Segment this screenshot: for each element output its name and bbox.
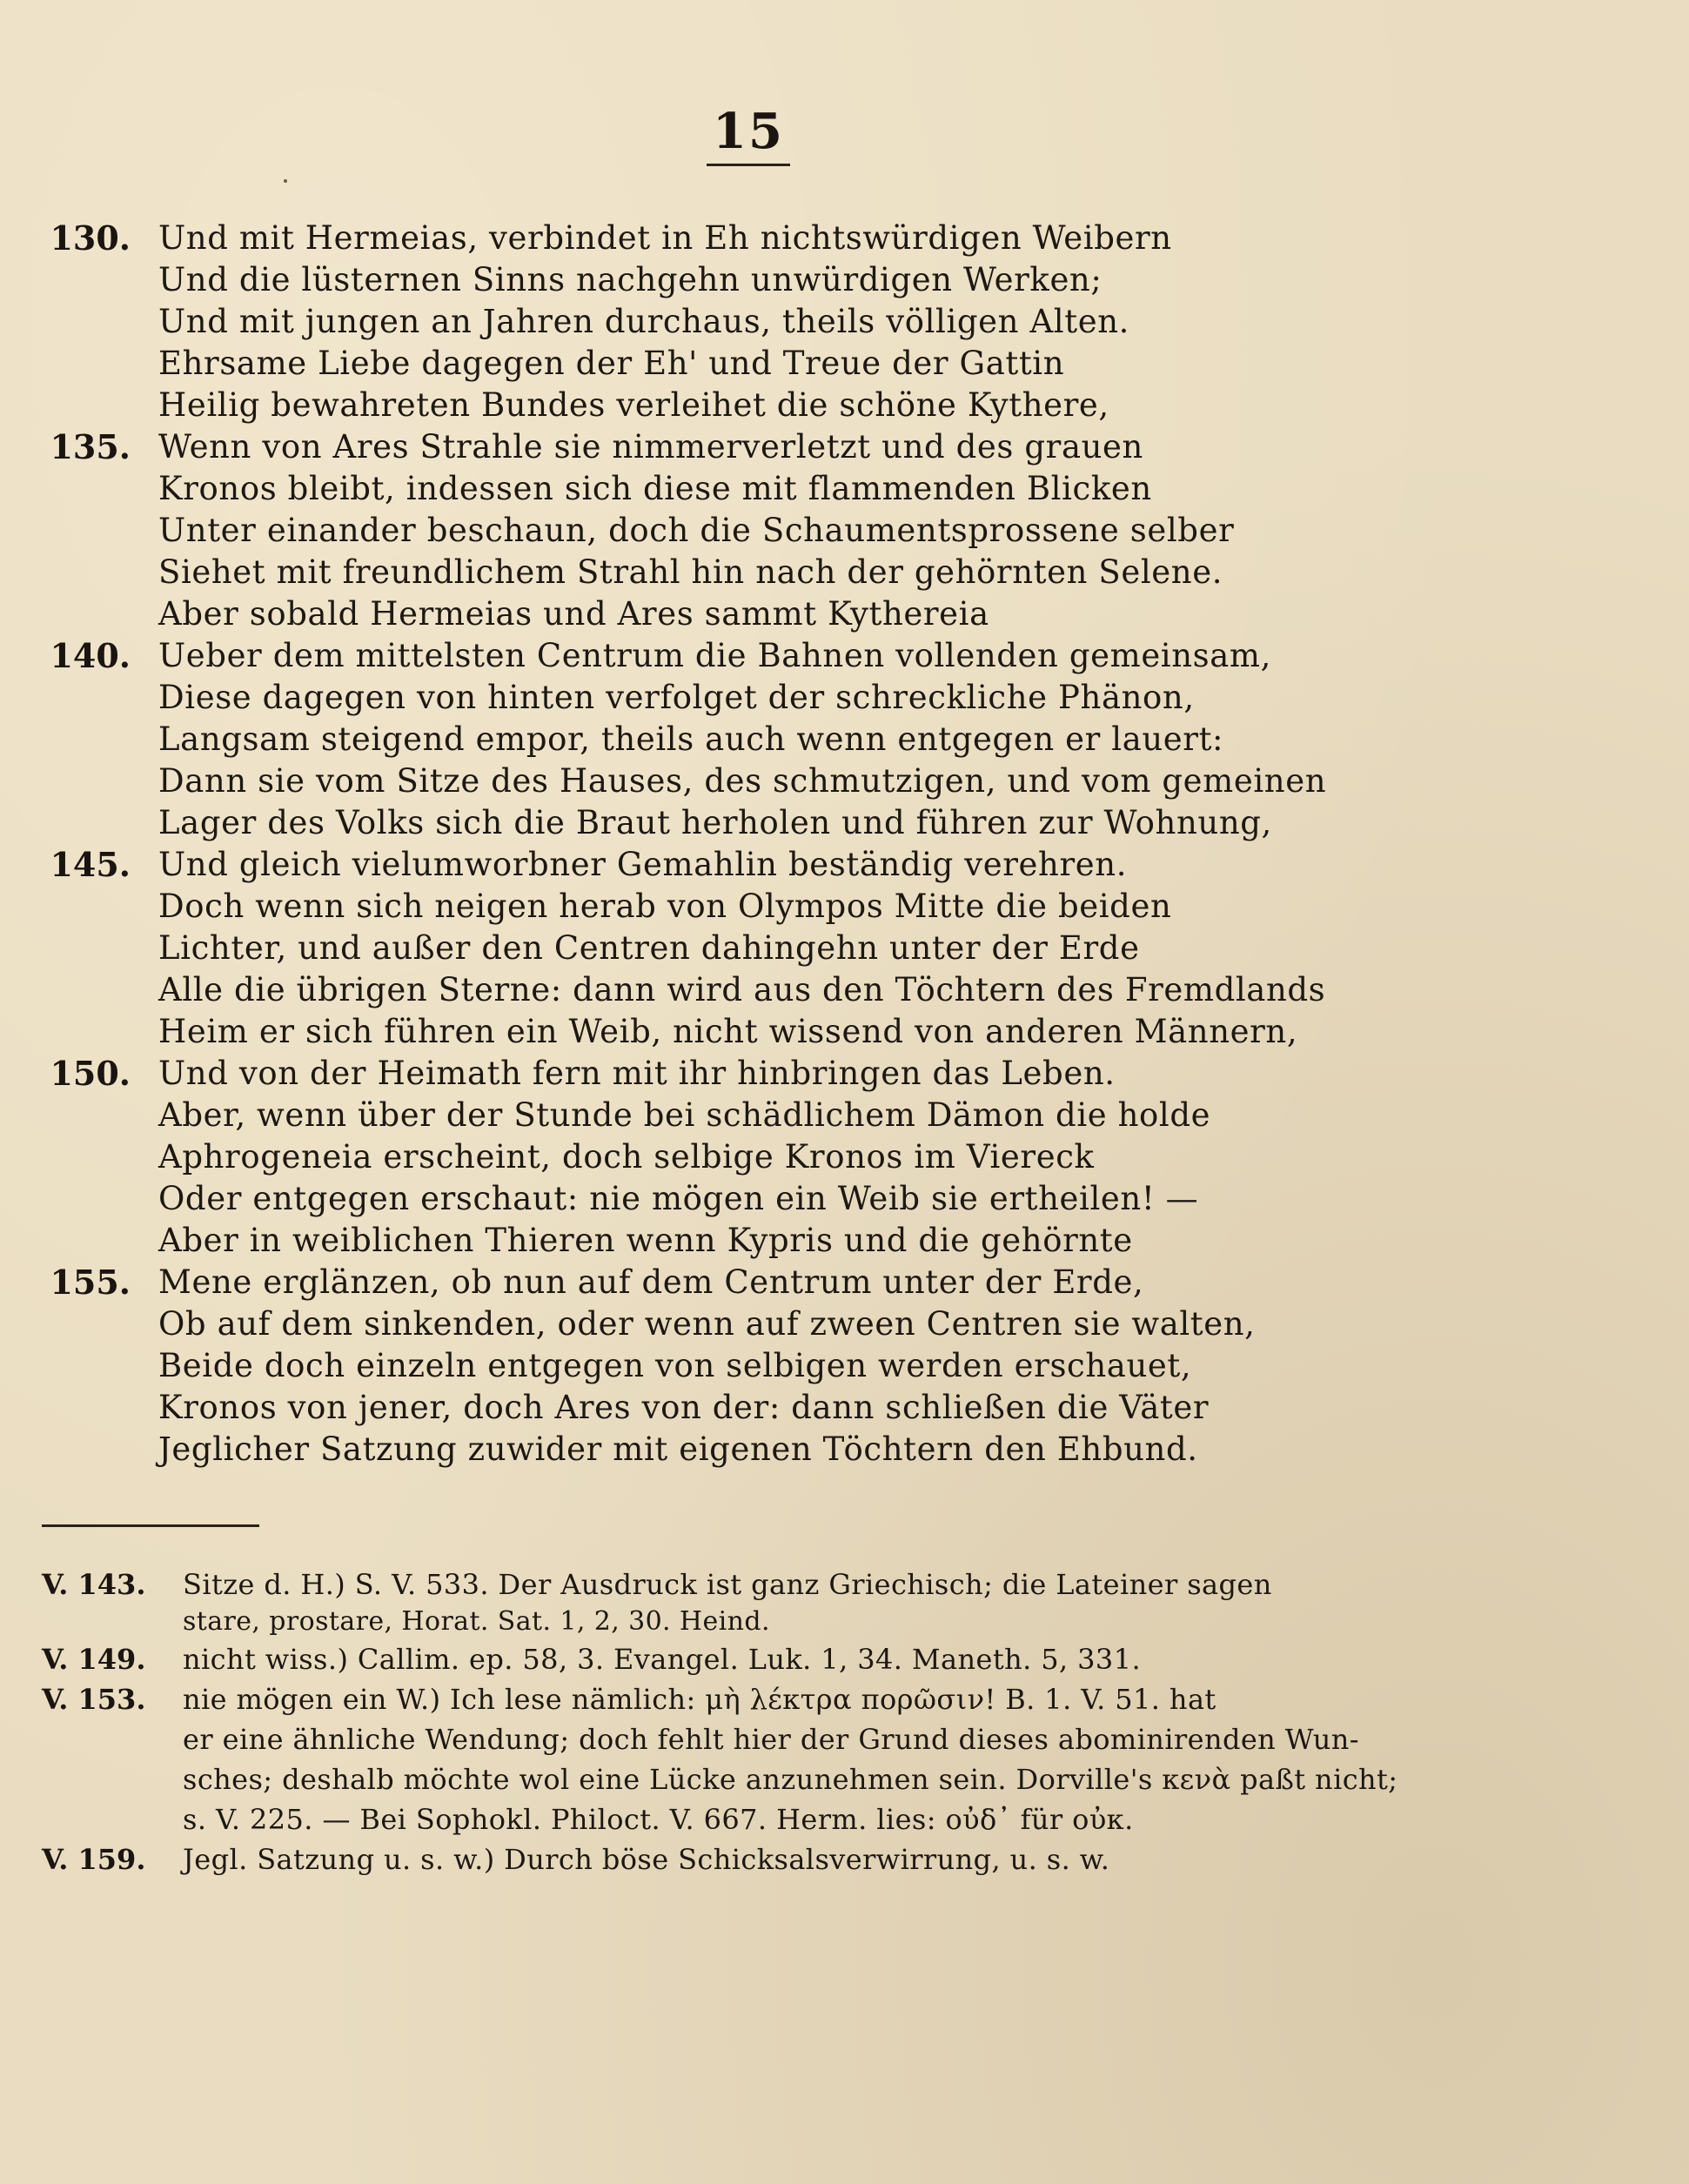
verse-line [0,218,1689,259]
footnote-text: er eine ähnliche Wendung; doch fehlt hier der Grund dieses abominirenden Wun- [183,1723,1359,1756]
verse-line [0,1011,1689,1053]
footnote-line [0,1639,1689,1679]
verse-text: Mene erglänzen, ob nun auf dem Centrum unter der Erde, [158,1263,1144,1301]
verse-line [0,593,1689,635]
verse-line [0,385,1689,426]
verse-text: Diese dagegen von hinten verfolget der schreckliche Phänon, [158,679,1195,716]
verse-text: Wenn von Ares Strahle sie nimmerverletzt und des grauen [158,428,1143,466]
verse-line [0,1387,1689,1429]
verse-text: Kronos bleibt, indessen sich diese mit flammenden Blicken [158,470,1152,507]
verse-text: Heim er sich führen ein Weib, nicht wissend von anderen Männern, [158,1013,1298,1050]
verse-number: 135. [50,427,131,466]
footnote-line [0,1719,1689,1759]
verse-number: 140. [50,636,131,675]
verse-text: Heilig bewahreten Bundes verleihet die schöne Kythere, [158,386,1109,424]
footnote-line [0,1759,1689,1799]
verse-line [0,301,1689,343]
verse-line [0,969,1689,1011]
verse-line [0,1136,1689,1178]
verse-number: 155. [50,1263,131,1302]
verse-line [0,426,1689,468]
verse-line [0,468,1689,510]
footnote-reference: V. 153. [42,1683,146,1716]
footnote-line [0,1799,1689,1839]
verse-line [0,1345,1689,1387]
footnote-text: Jegl. Satzung u. s. w.) Durch böse Schicksalsverwirrung, u. s. w. [183,1843,1110,1876]
verse-number: 150. [50,1054,131,1093]
footnote-reference: V. 149. [42,1643,146,1676]
page-number-rule [707,164,790,166]
footnote-text: nie mögen ein W.) Ich lese nämlich: μὴ λέκτρα πορῶσιν! B. 1. V. 51. hat [183,1683,1216,1716]
verse-line [0,259,1689,301]
verse-text: Beide doch einzeln entgegen von selbigen werden erschauet, [158,1347,1192,1384]
verse-text: Kronos von jener, doch Ares von der: dann schließen die Väter [158,1389,1210,1426]
verse-text: Lichter, und außer den Centren dahingehn unter der Erde [158,929,1140,967]
footnote-text: sches; deshalb möchte wol eine Lücke anzunehmen sein. Dorville's κενὰ paßt nicht; [183,1763,1398,1796]
verse-line [0,760,1689,802]
verse-text: Jeglicher Satzung zuwider mit eigenen Töchtern den Ehbund. [158,1430,1198,1468]
page-number: 15 [713,103,784,160]
verse-line [0,1262,1689,1303]
verse-text: Doch wenn sich neigen herab von Olympos Mitte die beiden [158,888,1172,925]
verse-line [0,1303,1689,1345]
footnote-text: s. V. 225. — Bei Sophokl. Philoct. V. 667. Herm. lies: οὐδ᾽ für οὐκ. [183,1803,1134,1836]
verse-line [0,844,1689,886]
verse-line [0,802,1689,844]
verse-text: Aber, wenn über der Stunde bei schädlichem Dämon die holde [158,1096,1211,1134]
verse-text: Aber sobald Hermeias und Ares sammt Kythereia [158,595,989,633]
paper-speck [284,179,287,183]
footnote-text: Sitze d. H.) S. V. 533. Der Ausdruck ist ganz Griechisch; die Lateiner sagen [183,1568,1272,1601]
verse-text: Lager des Volks sich die Braut herholen und führen zur Wohnung, [158,804,1272,841]
verse-line [0,343,1689,385]
footnote-line [0,1605,1689,1639]
verse-line [0,1053,1689,1095]
verse-text: Ob auf dem sinkenden, oder wenn auf zween Centren sie walten, [158,1305,1256,1343]
verse-text: Dann sie vom Sitze des Hauses, des schmutzigen, und vom gemeinen [158,762,1327,800]
verse-line [0,719,1689,760]
footnotes-block [0,1564,1689,1879]
footnote-reference: V. 143. [42,1568,146,1601]
verse-text: Ehrsame Liebe dagegen der Eh' und Treue der Gattin [158,345,1065,382]
verse-text: Und mit jungen an Jahren durchaus, theils völligen Alten. [158,303,1129,340]
verse-text: Und mit Hermeias, verbindet in Eh nichtswürdigen Weibern [158,219,1172,257]
verse-text: Aphrogeneia erscheint, doch selbige Kronos im Viereck [158,1138,1095,1176]
verse-number: 130. [50,218,131,258]
verse-line [0,552,1689,593]
verse-line [0,886,1689,928]
verse-block [0,218,1689,1471]
verse-text: Siehet mit freundlichem Strahl hin nach der gehörnten Selene. [158,553,1223,591]
verse-line [0,510,1689,552]
verse-text: Und von der Heimath fern mit ihr hinbringen das Leben. [158,1055,1116,1092]
verse-number: 145. [50,845,131,884]
footnote-line [0,1564,1689,1605]
footnote-line [0,1679,1689,1719]
verse-line [0,1429,1689,1471]
verse-text: Oder entgegen erschaut: nie mögen ein Weib sie ertheilen! — [158,1180,1199,1217]
verse-text: Alle die übrigen Sterne: dann wird aus den Töchtern des Fremdlands [158,971,1326,1008]
footnote-reference: V. 159. [42,1843,146,1876]
verse-line [0,1095,1689,1136]
verse-line [0,635,1689,677]
verse-text: Langsam steigend empor, theils auch wenn entgegen er lauert: [158,720,1224,758]
footnote-text: nicht wiss.) Callim. ep. 58, 3. Evangel. Luk. 1, 34. Maneth. 5, 331. [183,1643,1142,1676]
verse-text: Und die lüsternen Sinns nachgehn unwürdigen Werken; [158,261,1103,298]
verse-text: Und gleich vielumworbner Gemahlin beständig verehren. [158,846,1128,883]
verse-text: Unter einander beschaun, doch die Schaumentsprossene selber [158,512,1235,549]
verse-line [0,1220,1689,1262]
footnote-separator [42,1524,259,1527]
verse-line [0,928,1689,969]
verse-text: Ueber dem mittelsten Centrum die Bahnen vollenden gemeinsam, [158,637,1271,674]
verse-line [0,1178,1689,1220]
footnote-line [0,1839,1689,1879]
verse-line [0,677,1689,719]
verse-text: Aber in weiblichen Thieren wenn Kypris und die gehörnte [158,1222,1133,1259]
footnote-text: stare, prostare, Horat. Sat. 1, 2, 30. Heind. [183,1606,770,1637]
